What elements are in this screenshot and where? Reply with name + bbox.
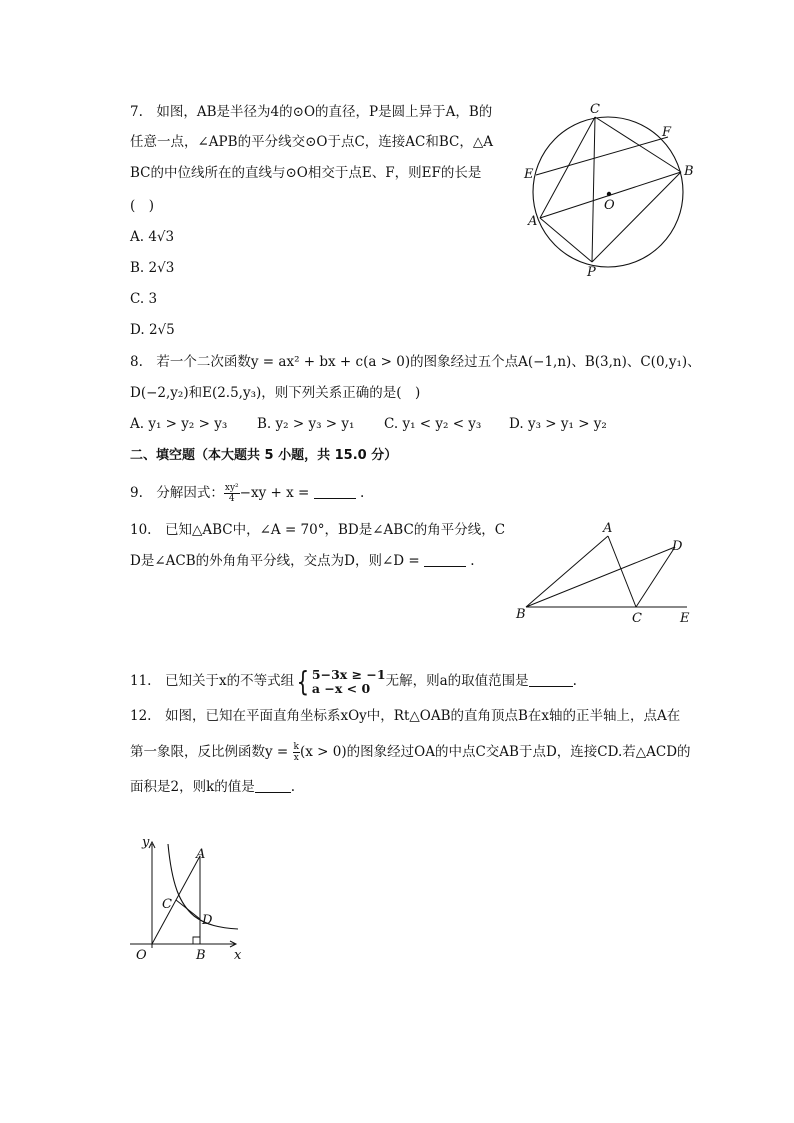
label-c: C [590, 102, 600, 117]
q9-fraction: $\frac{\text{xy²}}{4}$ [224, 483, 239, 504]
q12-line3: 面积是2，则k的值是 . [130, 779, 296, 795]
q7-line4: ( ) [130, 198, 155, 214]
label-b: B [516, 607, 526, 622]
q12-answer-blank[interactable] [255, 778, 291, 793]
q12-fraction: $\frac{k}{x}$ [293, 742, 299, 763]
label-c: C [162, 897, 172, 912]
label-e: E [524, 167, 534, 182]
segment-ac [608, 536, 636, 607]
q8-option-d: D. y₃ > y₁ > y₂ [509, 416, 607, 432]
system-brace: { [296, 664, 310, 698]
q7-option-a: A. 4√3 [130, 229, 175, 245]
q8-option-b: B. y₂ > y₃ > y₁ [257, 416, 355, 432]
q12-coordinate-figure [128, 836, 248, 964]
segment-ef [536, 137, 668, 175]
inequality-system: 5−3x ≥ −1 a −x < 0 [311, 666, 386, 696]
label-b: B [196, 948, 206, 963]
segment-cd [176, 900, 200, 919]
q9-line: 9. 分解因式： $\frac{\text{xy²}}{4}$ −xy + x = . [130, 483, 365, 504]
section-title: 二、填空题（本大题共 5 小题，共 15.0 分） [130, 448, 398, 463]
q8-option-a: A. y₁ > y₂ > y₃ [130, 416, 228, 432]
label-y: y [142, 836, 150, 850]
label-c: C [632, 611, 642, 626]
segment-pb [592, 172, 681, 262]
q11-answer-blank[interactable] [529, 672, 573, 687]
segment-ap [540, 218, 592, 262]
label-e: E [680, 611, 690, 626]
label-a: A [603, 521, 613, 536]
q10-triangle-figure [512, 520, 698, 628]
q10-line2: D是∠ACB的外角角平分线，交点为D，则∠D = . [130, 553, 475, 569]
q7-option-c: C. 3 [130, 291, 158, 307]
q7-option-b: B. 2√3 [130, 260, 175, 276]
q12-line2: 第一象限，反比例函数y = $\frac{k}{x}$ (x > 0)的图象经过OA的中点C交AB于点D，连接CD.若△ACD的 [130, 742, 691, 763]
segment-ba [526, 536, 608, 607]
center-dot [607, 192, 611, 196]
label-a: A [196, 847, 206, 862]
label-f: F [662, 125, 672, 140]
label-a: A [528, 214, 538, 229]
q10-line1: 10. 已知△ABC中，∠A = 70°，BD是∠ABC的角平分线，C [130, 522, 506, 538]
q7-circle-figure [518, 100, 698, 280]
label-o: O [136, 948, 147, 963]
q8-line2: D(−2,y₂)和E(2.5,y₃)，则下列关系正确的是( ) [130, 385, 421, 401]
label-d: D [672, 539, 683, 554]
q7-line1: 7. 如图，AB是半径为4的⊙O的直径，P是圆上异于A，B的 [130, 104, 493, 120]
q10-answer-blank[interactable] [424, 552, 466, 567]
q11-line: 11. 已知关于x的不等式组{ 5−3x ≥ −1 a −x < 0 无解，则a的取值范围是 . [130, 664, 577, 698]
q7-option-d: D. 2√5 [130, 322, 175, 338]
label-b: B [684, 164, 694, 179]
right-angle-mark [193, 937, 200, 944]
label-d: D [202, 913, 213, 928]
q7-line3: BC的中位线所在的直线与⊙O相交于点E、F，则EF的长是 [130, 165, 482, 181]
segment-cd [636, 547, 675, 607]
label-x: x [234, 948, 242, 963]
q8-line1: 8. 若一个二次函数y = ax² + bx + c(a > 0)的图象经过五个点A(−1,n)、B(3,n)、C(0,y₁)、 [130, 354, 701, 370]
segment-cp [592, 117, 595, 262]
q8-option-c: C. y₁ < y₂ < y₃ [384, 416, 482, 432]
label-o: O [604, 198, 615, 213]
q9-answer-blank[interactable] [314, 484, 356, 499]
segment-bd [526, 547, 675, 607]
q12-line1: 12. 如图，已知在平面直角坐标系xOy中，Rt△OAB的直角顶点B在x轴的正半轴上，点A在 [130, 708, 681, 724]
q7-line2: 任意一点，∠APB的平分线交⊙O于点C，连接AC和BC，△A [130, 134, 493, 150]
label-p: P [587, 265, 596, 280]
